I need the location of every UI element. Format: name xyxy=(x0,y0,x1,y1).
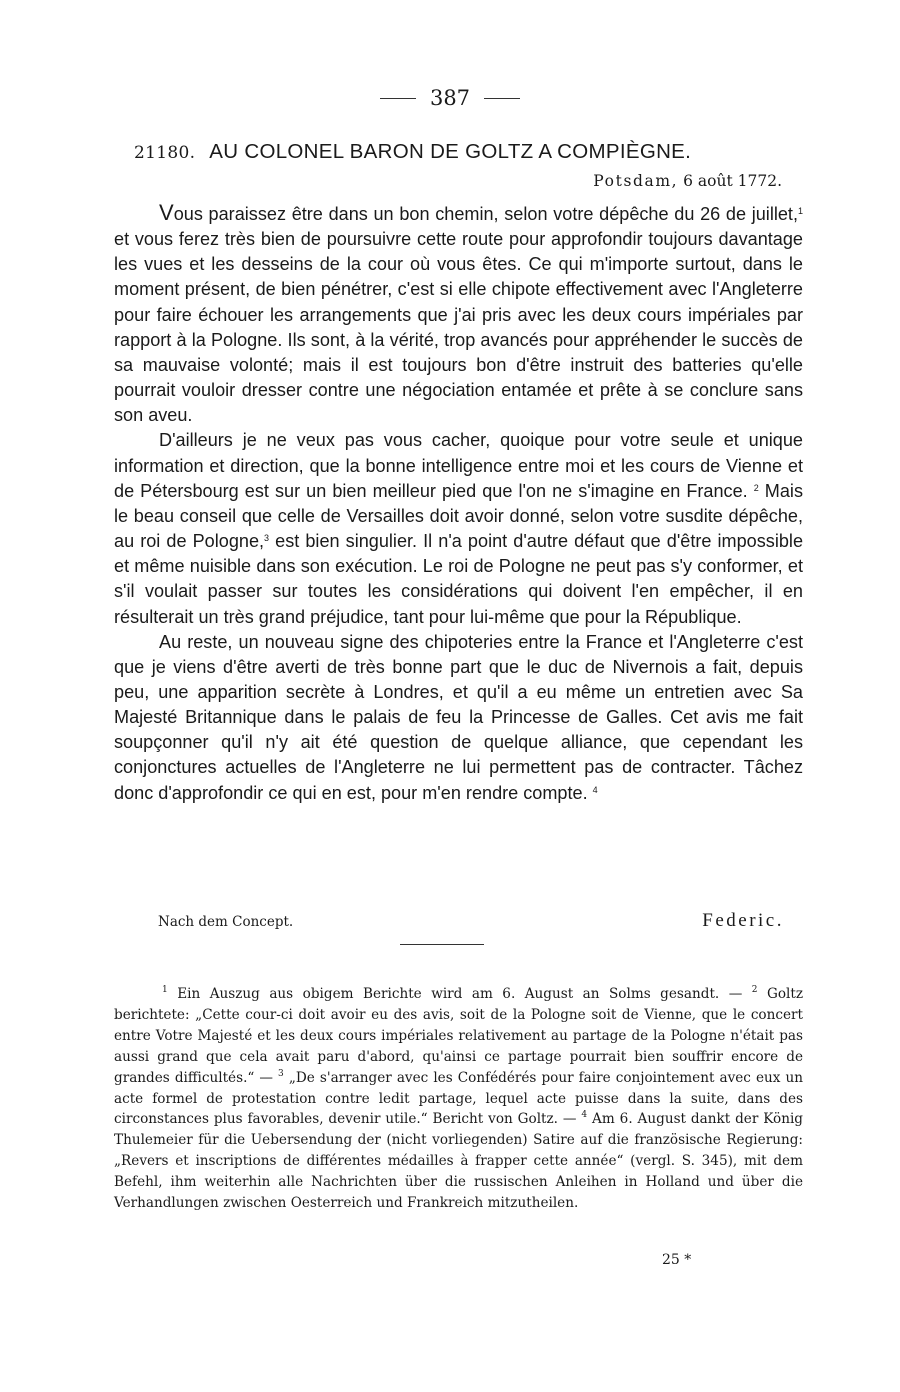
footnote-ref-4[interactable]: 4 xyxy=(592,784,598,795)
paragraph-1-text-b: et vous ferez très bien de poursuivre cette route pour approfondir toujours davantage les vues et les desseins de la cour où vous êtes. Ce qui m'importe surtout, dans le moment présent, de bien pénétrer, c'est si elle chipote effectivement avec l'Angleterre pour faire échouer les arrangements que j'ai pris avec les deux cours impériales par rapport à la Pologne. Ils sont, à la vérité, trop avancés pour appréhender le succès de sa mauvaise volonté; mais il est toujours bon d'être instruit des batteries qu'elle pourrait vouloir dresser contre une négociation entamée et prête à se conclure sans son aveu. xyxy=(114,229,803,426)
paragraph-1-initial: V xyxy=(159,200,174,225)
dateline-date: 6 août 1772. xyxy=(683,172,782,190)
dateline xyxy=(593,172,782,190)
source-note: Nach dem Concept. xyxy=(158,914,294,930)
letter-closing xyxy=(158,910,784,932)
page-header xyxy=(0,86,900,110)
footnote-marker-1: 1 xyxy=(162,985,168,995)
dateline-place: Potsdam, xyxy=(593,172,679,190)
letter-title: AU COLONEL BARON DE GOLTZ A COMPIÈGNE. xyxy=(209,140,692,163)
footnote-1: Ein Auszug aus obigem Berichte wird am 6. August an Solms gesandt. — xyxy=(167,986,752,1002)
footnote-3: „De s'arranger avec les Confédérés pour faire conjointement avec eux un acte formel de protestation contre ledit partage, lequel acte puisse dans la suite, dans des circonstances plus favorables, devenir utile.“ Bericht von Goltz. — xyxy=(114,1069,803,1128)
signature: Federic. xyxy=(702,910,784,931)
footnote-2: Goltz berichtete: „Cette cour-ci doit avoir eu des avis, soit de la Pologne soit de Vienne, que le concert entre Votre Majesté et les deux cours impériales relativement au partage de la Pologne n'était pas aussi grand que cela avait paru d'abord, qu'ainsi ce partage pourrait bien souffrir encore de grandes difficultés.“ — xyxy=(114,986,803,1086)
header-rule-right xyxy=(484,98,520,99)
letter-number: 21180. xyxy=(134,143,196,163)
footnote-ref-2[interactable]: 2 xyxy=(753,482,759,493)
footnote-4: Am 6. August dankt der König Thulemeier für die Uebersendung der (nicht vorliegenden) Satire auf die französische Regierung: „Revers et inscriptions de différentes médailles à frapper cette année“ (vergl. S. 345), mit dem Befehl, ihm weiterhin alle Nachrichten über die russischen Anleihen in Holland und über die Verhandlungen zwischen Oesterreich und Frankreich mitzutheilen. xyxy=(114,1111,804,1212)
footnotes xyxy=(114,984,803,1214)
footnote-ref-3[interactable]: 3 xyxy=(264,533,270,544)
letter-heading xyxy=(134,140,784,164)
paragraph-3 xyxy=(114,630,803,806)
paragraph-2-text-b: Mais le beau conseil que celle de Versailles doit avoir donné, selon votre susdite dépêche, au roi de Pologne, xyxy=(114,480,803,552)
paragraph-3-text: Au reste, un nouveau signe des chipoteries entre la France et l'Angleterre c'est que je viens d'être averti de très bonne part que le duc de Nivernois a fait, depuis peu, une apparition secrète à Londres, et qu'il a eu même un entretien avec Sa Majesté Britannique dans le palais de feu la Princesse de Galles. Cet avis me fait soupçonner qu'il n'y ait été question de quelque alliance, que cependant les conjonctures actuelles de l'Angleterre ne lui permettent pas de contracter. Tâchez donc d'approfondir ce qui en est, pour m'en rendre compte. xyxy=(114,631,803,803)
paragraph-2-text-c: est bien singulier. Il n'a point d'autre défaut que d'être impossible et même nuisible dans son exécution. Le roi de Pologne ne peut pas s'y conformer, et s'il voulait passer sur toutes les considérations qui doivent l'en empêcher, il en résulterait un très grand préjudice, tant pour lui-même que pour la République. xyxy=(114,531,804,627)
paragraph-1 xyxy=(114,200,803,428)
paragraph-2-text-a: D'ailleurs je ne veux pas vous cacher, quoique pour votre seule et unique information et direction, que la bonne intelligence entre moi et les cours de Vienne et de Pétersbourg est sur un bien meilleur pied que l'on ne s'imagine en France. xyxy=(114,430,803,501)
paragraph-2 xyxy=(114,428,803,629)
footnote-divider xyxy=(400,944,484,945)
footnotes-text xyxy=(114,984,803,1214)
letter-body xyxy=(114,200,803,806)
paragraph-1-text-a: ous paraissez être dans un bon chemin, selon votre dépêche du 26 de juillet, xyxy=(173,204,798,224)
header-rule-left xyxy=(380,98,416,99)
footnote-marker-2: 2 xyxy=(751,985,758,995)
footnote-marker-3: 3 xyxy=(278,1068,284,1079)
footnote-ref-1[interactable]: 1 xyxy=(797,206,803,216)
printer-signature-mark: 25 * xyxy=(662,1252,692,1268)
footnote-marker-4: 4 xyxy=(581,1110,588,1121)
page-number: 387 xyxy=(429,86,471,110)
